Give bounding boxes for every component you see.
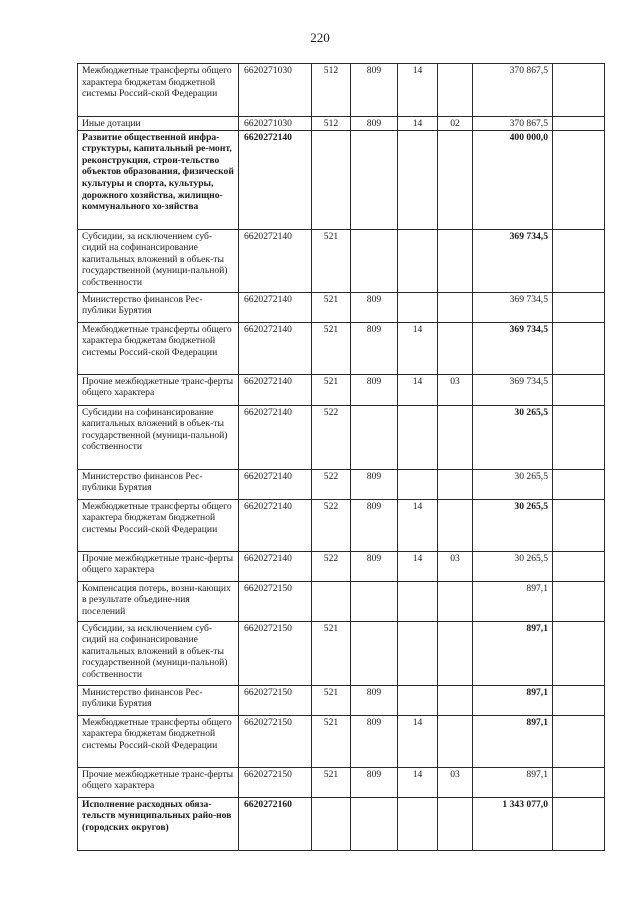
subsection-code xyxy=(438,322,473,374)
target-code: 6620272150 xyxy=(239,621,312,685)
department-code: 809 xyxy=(351,292,398,322)
section-code xyxy=(398,581,438,621)
target-code: 6620272140 xyxy=(239,292,312,322)
table-row xyxy=(78,685,605,715)
subsection-code xyxy=(438,621,473,685)
item-name: Министерство финансов Рес-публики Бурятия xyxy=(78,685,239,715)
department-code xyxy=(351,130,398,229)
amount: 370 867,5 xyxy=(473,64,553,117)
target-code: 6620272150 xyxy=(239,685,312,715)
amount: 30 265,5 xyxy=(473,405,553,469)
page-number: 220 xyxy=(310,30,330,45)
amount: 369 734,5 xyxy=(473,292,553,322)
expense-type: 521 xyxy=(312,292,351,322)
table-row xyxy=(78,499,605,551)
amount: 369 734,5 xyxy=(473,229,553,292)
blank-cell xyxy=(553,117,605,131)
blank-cell xyxy=(553,292,605,322)
expense-type xyxy=(312,581,351,621)
section-code: 14 xyxy=(398,64,438,117)
item-name: Субсидии, за исключением суб-сидий на софинансирование капитальных вложений в объек-ты государственной (муници-пальной) собственности xyxy=(78,229,239,292)
table-row xyxy=(78,64,605,117)
table-row xyxy=(78,292,605,322)
section-code xyxy=(398,405,438,469)
section-code xyxy=(398,292,438,322)
table-row xyxy=(78,405,605,469)
table-row xyxy=(78,374,605,405)
expense-type: 521 xyxy=(312,767,351,797)
section-code: 14 xyxy=(398,551,438,581)
section-code: 14 xyxy=(398,322,438,374)
expense-type: 521 xyxy=(312,229,351,292)
item-name: Прочие межбюджетные транс-ферты общего характера xyxy=(78,551,239,581)
item-name: Межбюджетные трансферты общего характера бюджетам бюджетной системы Россий-ской Федерации xyxy=(78,499,239,551)
blank-cell xyxy=(553,797,605,850)
expense-type: 521 xyxy=(312,715,351,767)
expense-type: 522 xyxy=(312,551,351,581)
expense-type: 522 xyxy=(312,405,351,469)
expense-type: 521 xyxy=(312,374,351,405)
target-code: 6620272140 xyxy=(239,499,312,551)
expense-type xyxy=(312,130,351,229)
section-code: 14 xyxy=(398,117,438,131)
table-row xyxy=(78,469,605,499)
blank-cell xyxy=(553,499,605,551)
target-code: 6620272140 xyxy=(239,405,312,469)
subsection-code: 03 xyxy=(438,767,473,797)
subsection-code xyxy=(438,64,473,117)
amount: 369 734,5 xyxy=(473,322,553,374)
amount: 897,1 xyxy=(473,685,553,715)
department-code xyxy=(351,797,398,850)
amount: 897,1 xyxy=(473,767,553,797)
target-code: 6620272140 xyxy=(239,130,312,229)
amount: 30 265,5 xyxy=(473,551,553,581)
section-code: 14 xyxy=(398,715,438,767)
blank-cell xyxy=(553,64,605,117)
item-name: Межбюджетные трансферты общего характера бюджетам бюджетной системы Россий-ской Федерации xyxy=(78,322,239,374)
section-code xyxy=(398,797,438,850)
target-code: 6620272140 xyxy=(239,374,312,405)
section-code xyxy=(398,229,438,292)
blank-cell xyxy=(553,374,605,405)
blank-cell xyxy=(553,581,605,621)
item-name: Министерство финансов Рес-публики Бурятия xyxy=(78,292,239,322)
item-name: Прочие межбюджетные транс-ферты общего характера xyxy=(78,767,239,797)
subsection-code xyxy=(438,292,473,322)
table-row xyxy=(78,117,605,131)
target-code: 6620271030 xyxy=(239,117,312,131)
department-code: 809 xyxy=(351,64,398,117)
table-row xyxy=(78,715,605,767)
blank-cell xyxy=(553,322,605,374)
budget-table xyxy=(77,63,605,851)
subsection-code xyxy=(438,797,473,850)
section-code xyxy=(398,621,438,685)
department-code xyxy=(351,621,398,685)
blank-cell xyxy=(553,621,605,685)
section-code: 14 xyxy=(398,499,438,551)
amount: 897,1 xyxy=(473,621,553,685)
amount: 1 343 077,0 xyxy=(473,797,553,850)
table-row xyxy=(78,621,605,685)
item-name: Министерство финансов Рес-публики Бурятия xyxy=(78,469,239,499)
department-code: 809 xyxy=(351,374,398,405)
table-row xyxy=(78,581,605,621)
subsection-code xyxy=(438,229,473,292)
expense-type: 512 xyxy=(312,64,351,117)
amount: 897,1 xyxy=(473,715,553,767)
expense-type: 512 xyxy=(312,117,351,131)
amount: 30 265,5 xyxy=(473,499,553,551)
department-code xyxy=(351,229,398,292)
target-code: 6620271030 xyxy=(239,64,312,117)
blank-cell xyxy=(553,405,605,469)
blank-cell xyxy=(553,767,605,797)
table-row xyxy=(78,767,605,797)
subsection-code: 03 xyxy=(438,551,473,581)
target-code: 6620272140 xyxy=(239,551,312,581)
amount: 400 000,0 xyxy=(473,130,553,229)
subsection-code xyxy=(438,499,473,551)
blank-cell xyxy=(553,469,605,499)
amount: 369 734,5 xyxy=(473,374,553,405)
item-name: Субсидии на софинансирование капитальных вложений в объек-ты государственной (муници-пальной) собственности xyxy=(78,405,239,469)
expense-type: 522 xyxy=(312,499,351,551)
department-code xyxy=(351,581,398,621)
department-code: 809 xyxy=(351,685,398,715)
subsection-code xyxy=(438,685,473,715)
section-code xyxy=(398,130,438,229)
department-code xyxy=(351,405,398,469)
table-row xyxy=(78,229,605,292)
expense-type: 522 xyxy=(312,469,351,499)
department-code: 809 xyxy=(351,469,398,499)
subsection-code xyxy=(438,715,473,767)
department-code: 809 xyxy=(351,715,398,767)
subsection-code xyxy=(438,405,473,469)
target-code: 6620272150 xyxy=(239,581,312,621)
expense-type: 521 xyxy=(312,621,351,685)
table-row xyxy=(78,551,605,581)
target-code: 6620272150 xyxy=(239,715,312,767)
amount: 30 265,5 xyxy=(473,469,553,499)
item-name: Исполнение расходных обяза-тельств муниципальных райо-нов (городских округов) xyxy=(78,797,239,850)
department-code: 809 xyxy=(351,499,398,551)
item-name: Развитие общественной инфра-структуры, капитальный ре-монт, реконструкция, строи-тельство объектов образования, физической культуры и спорта, культуры, дорожного хозяйства, жилищно-коммунального хо-зяйства xyxy=(78,130,239,229)
department-code: 809 xyxy=(351,767,398,797)
item-name: Иные дотации xyxy=(78,117,239,131)
blank-cell xyxy=(553,130,605,229)
blank-cell xyxy=(553,685,605,715)
expense-type: 521 xyxy=(312,322,351,374)
target-code: 6620272150 xyxy=(239,767,312,797)
expense-type: 521 xyxy=(312,685,351,715)
expense-type xyxy=(312,797,351,850)
item-name: Компенсация потерь, возни-кающих в результате объедине-ния поселений xyxy=(78,581,239,621)
subsection-code xyxy=(438,469,473,499)
target-code: 6620272140 xyxy=(239,229,312,292)
department-code: 809 xyxy=(351,322,398,374)
department-code: 809 xyxy=(351,551,398,581)
section-code xyxy=(398,469,438,499)
target-code: 6620272160 xyxy=(239,797,312,850)
table-row xyxy=(78,322,605,374)
item-name: Межбюджетные трансферты общего характера бюджетам бюджетной системы Россий-ской Федерации xyxy=(78,715,239,767)
section-code xyxy=(398,685,438,715)
subsection-code: 03 xyxy=(438,374,473,405)
subsection-code xyxy=(438,581,473,621)
table-row xyxy=(78,130,605,229)
amount: 897,1 xyxy=(473,581,553,621)
amount: 370 867,5 xyxy=(473,117,553,131)
target-code: 6620272140 xyxy=(239,322,312,374)
section-code: 14 xyxy=(398,767,438,797)
item-name: Прочие межбюджетные транс-ферты общего характера xyxy=(78,374,239,405)
department-code: 809 xyxy=(351,117,398,131)
table-row xyxy=(78,797,605,850)
target-code: 6620272140 xyxy=(239,469,312,499)
item-name: Субсидии, за исключением суб-сидий на софинансирование капитальных вложений в объек-ты государственной (муници-пальной) собственности xyxy=(78,621,239,685)
blank-cell xyxy=(553,551,605,581)
blank-cell xyxy=(553,229,605,292)
item-name: Межбюджетные трансферты общего характера бюджетам бюджетной системы Россий-ской Федерации xyxy=(78,64,239,117)
section-code: 14 xyxy=(398,374,438,405)
blank-cell xyxy=(553,715,605,767)
subsection-code: 02 xyxy=(438,117,473,131)
subsection-code xyxy=(438,130,473,229)
